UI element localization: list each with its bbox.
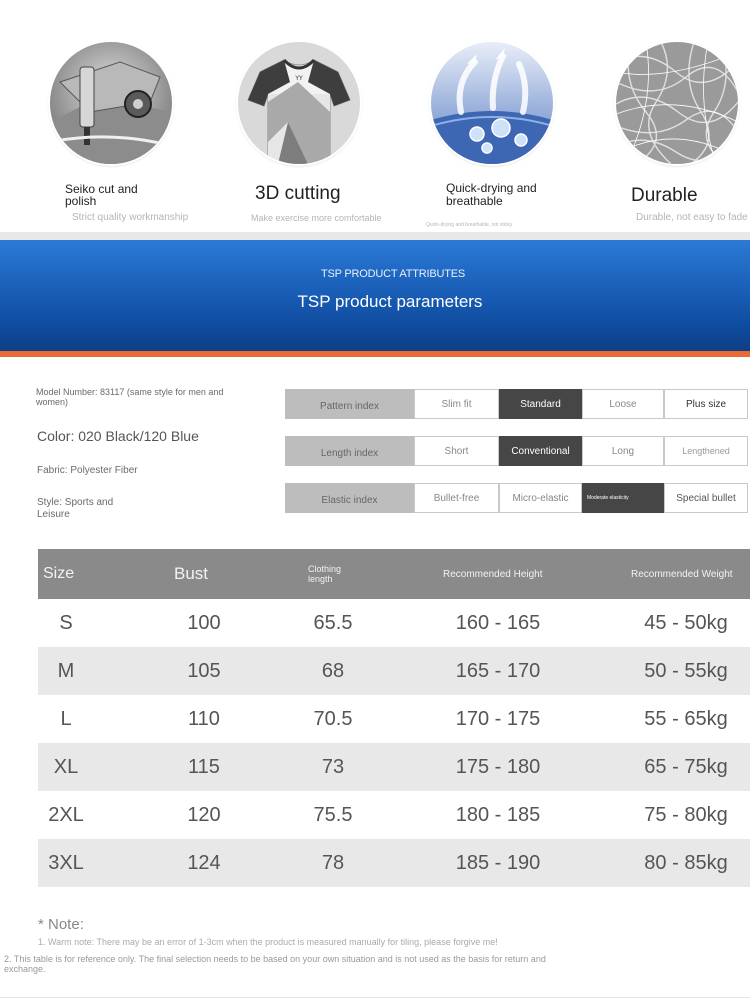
cell-bust: 110 [188,707,220,730]
feature-subtitle: Durable, not easy to fade [636,212,748,223]
feature-section [0,0,750,232]
index-label: Elastic index [285,483,414,513]
index-option: Slim fit [414,389,499,419]
pattern-index-row [285,389,748,419]
table-row [38,647,750,695]
cell-length: 73 [321,755,345,778]
cell-bust: 120 [187,803,221,826]
cell-size: 3XL [48,851,84,874]
cell-size: L [60,707,72,730]
feature-seiko-cut [0,0,190,232]
header-clothing-length [308,549,356,599]
table-row [38,743,750,791]
banner-heading: TSP PRODUCT ATTRIBUTES [320,268,466,280]
index-option: Special bullet [664,483,748,513]
elastic-index-row [285,483,748,513]
cell-height: 165 - 170 [455,659,541,682]
banner-top-strip [0,232,750,240]
banner-accent-edge [0,351,750,357]
cell-length: 68 [321,659,345,682]
index-option: Long [582,436,664,466]
index-option: Micro-elastic [499,483,582,513]
fiber-icon [616,42,738,164]
header-size: Size [43,565,75,582]
length-index-row [285,436,748,466]
index-option: Short [414,436,499,466]
size-table-header [38,549,750,599]
feature-subtitle: Make exercise more comfortable [251,213,382,223]
cell-bust: 124 [187,851,221,874]
cell-bust: 115 [188,755,220,778]
index-option: Bullet-free [414,483,499,513]
banner-subheading: TSP product parameters [297,292,483,311]
index-option: Plus size [664,389,748,419]
table-row [38,791,750,839]
index-label: Length index [285,436,414,466]
index-option-selected: Standard [499,389,582,419]
feature-title: Durable [631,185,698,206]
header-bust: Bust [174,564,209,583]
water-drops-icon [431,42,553,164]
cell-height: 185 - 190 [455,851,541,874]
index-label: Pattern index [285,389,414,419]
note-item: 1. Warm note: There may be an error of 1-3cm when the product is measured manually for tiling, please forgive me! [38,937,498,947]
cell-size: XL [53,755,79,778]
header-clothing-length-text: Clothing length [308,564,342,584]
index-option: Lengthened [664,436,748,466]
note-item: 2. This table is for reference only. The final selection needs to be based on your own situation and is not used as the basis for return and exchange. [4,954,546,974]
cell-bust: 100 [187,611,221,634]
cell-length: 78 [321,851,345,874]
cell-length: 65.5 [313,611,353,634]
feature-3d-cutting [190,0,380,232]
cell-weight: 50 - 55kg [644,659,728,682]
feature-title: Seiko cut and polish [65,182,138,208]
table-row [38,695,750,743]
table-row [38,599,750,647]
feature-subtitle: Strict quality workmanship [72,212,189,223]
cell-size: 2XL [48,803,84,826]
header-recommended-weight: Recommended Weight [631,568,733,580]
feature-title: Quick-drying and breathable [446,181,537,208]
cell-height: 180 - 185 [455,803,541,826]
cell-height: 175 - 180 [455,755,541,778]
bottom-divider [0,997,750,998]
cell-weight: 75 - 80kg [644,803,728,826]
feature-subtitle: Quick-drying and breathable, not sticky [426,222,513,228]
index-option: Loose [582,389,664,419]
cell-weight: 45 - 50kg [644,611,728,634]
product-style: Style: Sports and Leisure [37,497,114,520]
product-color: Color: 020 Black/120 Blue [37,428,199,444]
cell-length: 75.5 [313,803,353,826]
cell-length: 70.5 [313,707,353,730]
cell-weight: 80 - 85kg [644,851,728,874]
jersey-icon [238,42,360,164]
header-recommended-height: Recommended Height [443,568,543,580]
svg-text:YY: YY [295,75,303,82]
cell-weight: 55 - 65kg [644,707,728,730]
attributes-banner [0,240,750,351]
cell-bust: 105 [187,659,221,682]
note-title: * Note: [38,916,84,933]
size-table [38,549,750,887]
cell-size: M [57,659,75,682]
index-option-selected: Conventional [499,436,582,466]
cell-height: 170 - 175 [455,707,541,730]
cell-size: S [59,611,73,634]
sewing-machine-icon [50,42,172,164]
feature-quick-drying [380,0,570,232]
index-option-selected: Moderate elasticity [582,483,664,513]
feature-title: 3D cutting [255,183,341,204]
cell-height: 160 - 165 [455,611,541,634]
feature-durable [570,0,750,232]
cell-weight: 65 - 75kg [644,755,728,778]
table-row [38,839,750,887]
product-fabric: Fabric: Polyester Fiber [37,465,138,476]
model-number: Model Number: 83117 (same style for men and women) [36,387,224,407]
